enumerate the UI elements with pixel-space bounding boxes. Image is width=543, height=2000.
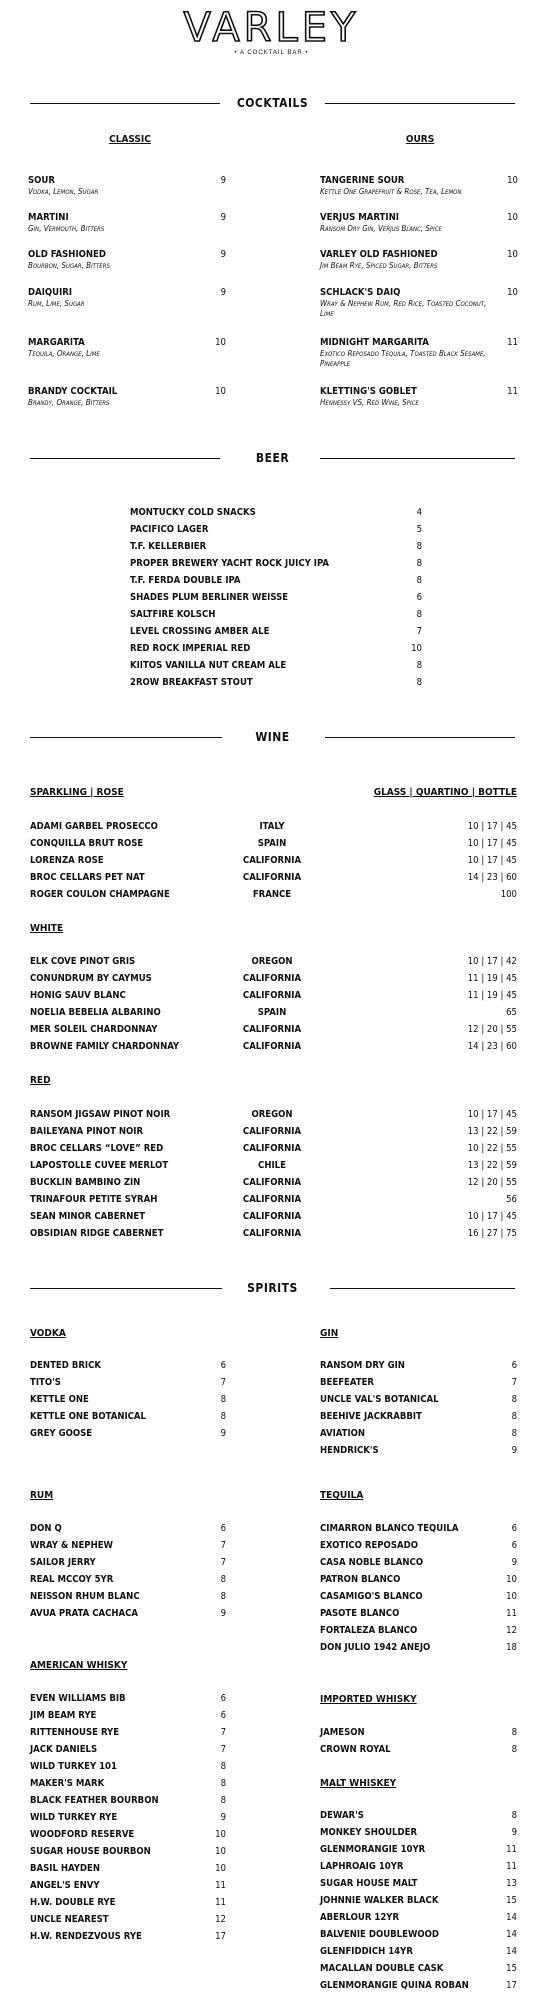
- cocktail-name: SOUR: [28, 175, 55, 186]
- cocktail-name: MIDNIGHT MARGARITA: [320, 337, 429, 348]
- cocktail-description: Jim Beam Rye, Spiced Sugar, Bitters: [320, 261, 438, 270]
- beer-title: BEER: [255, 451, 290, 465]
- spirit-price: 8: [511, 1810, 517, 1821]
- wine-name: HONIG SAUV BLANC: [30, 990, 126, 1001]
- wine-origin: CHILE: [258, 1160, 286, 1171]
- wine-price: 12 | 20 | 55: [467, 1177, 517, 1188]
- wine-price: 10 | 17 | 42: [467, 956, 517, 967]
- spirit-name: BEEHIVE JACKRABBIT: [320, 1411, 422, 1422]
- wine-origin: CALIFORNIA: [242, 1194, 302, 1205]
- spirit-name: TITO'S: [30, 1377, 61, 1388]
- logo-tagline: • A COCKTAIL BAR •: [234, 50, 309, 56]
- tequila-subheading: TEQUILA: [320, 1490, 364, 1501]
- spirit-price: 8: [511, 1727, 517, 1738]
- wine-price: 14 | 23 | 60: [467, 872, 517, 883]
- beer-name: KIITOS VANILLA NUT CREAM ALE: [130, 660, 287, 671]
- beer-price: 6: [416, 592, 422, 603]
- wine-name: ROGER COULON CHAMPAGNE: [30, 889, 170, 900]
- wine-price: 11 | 19 | 45: [467, 990, 517, 1001]
- spirit-name: DEWAR'S: [320, 1810, 364, 1821]
- cocktail-price: 10: [507, 175, 518, 186]
- spirit-name: SUGAR HOUSE BOURBON: [30, 1846, 151, 1857]
- gin-subheading: GIN: [320, 1328, 339, 1339]
- wine-name: BROC CELLARS “LOVE” RED: [30, 1143, 164, 1154]
- spirit-name: MACALLAN DOUBLE CASK: [320, 1963, 444, 1974]
- spirit-name: EXOTICO REPOSADO: [320, 1540, 418, 1551]
- cocktail-price: 11: [507, 337, 518, 348]
- cocktail-description: Gin, Vermouth, Bitters: [28, 224, 105, 233]
- spirit-name: JAMESON: [320, 1727, 365, 1738]
- cocktail-price: 10: [507, 287, 518, 298]
- cocktails-title: COCKTAILS: [236, 96, 309, 110]
- spirit-price: 9: [511, 1445, 517, 1456]
- spirit-price: 10: [215, 1863, 226, 1874]
- beer-price: 8: [416, 677, 422, 688]
- wine-price: 10 | 17 | 45: [467, 1211, 517, 1222]
- spirit-price: 11: [506, 1861, 517, 1872]
- wine-origin: CALIFORNIA: [242, 1228, 302, 1239]
- cocktail-price: 10: [215, 386, 226, 397]
- spirit-price: 6: [511, 1540, 517, 1551]
- cocktail-name: DAIQUIRI: [28, 287, 73, 298]
- beer-name: T.F. FERDA DOUBLE IPA: [130, 575, 241, 586]
- cocktail-price: 10: [507, 212, 518, 223]
- spirit-price: 15: [506, 1963, 517, 1974]
- spirit-name: CIMARRON BLANCO TEQUILA: [320, 1523, 459, 1534]
- spirit-name: UNCLE VAL'S BOTANICAL: [320, 1394, 439, 1405]
- spirit-name: RITTENHOUSE RYE: [30, 1727, 120, 1738]
- beer-price: 8: [416, 609, 422, 620]
- wine-origin: SPAIN: [257, 838, 287, 849]
- spirit-price: 9: [220, 1608, 226, 1619]
- spirit-price: 6: [220, 1360, 226, 1371]
- spirit-name: JOHNNIE WALKER BLACK: [320, 1895, 439, 1906]
- wine-name: BUCKLIN BAMBINO ZIN: [30, 1177, 141, 1188]
- spirit-price: 10: [506, 1591, 517, 1602]
- cocktail-description: Kettle One Grapefruit & Rose, Tea, Lemon: [320, 187, 462, 196]
- wine-section-header: [30, 730, 515, 744]
- wine-price: 10 | 17 | 45: [467, 821, 517, 832]
- cocktails-section-header: [30, 96, 515, 110]
- spirit-name: REAL MCCOY 5YR: [30, 1574, 114, 1585]
- spirit-price: 8: [220, 1411, 226, 1422]
- spirit-price: 12: [506, 1625, 517, 1636]
- beer-price: 8: [416, 660, 422, 671]
- spirit-name: FORTALEZA BLANCO: [320, 1625, 418, 1636]
- spirit-price: 10: [506, 1574, 517, 1585]
- spirit-price: 15: [506, 1895, 517, 1906]
- cocktail-name: VERJUS MARTINI: [320, 212, 399, 223]
- wine-origin: OREGON: [251, 956, 293, 967]
- beer-name: PACIFICO LAGER: [130, 524, 209, 535]
- beer-section-header: [30, 451, 515, 465]
- spirit-price: 8: [511, 1744, 517, 1755]
- wine-price: 10 | 17 | 45: [467, 855, 517, 866]
- beer-name: SALTFIRE KOLSCH: [130, 609, 216, 620]
- spirit-price: 6: [220, 1710, 226, 1721]
- cocktail-price: 9: [220, 287, 226, 298]
- vodka-subheading: VODKA: [30, 1328, 66, 1339]
- spirit-price: 8: [511, 1428, 517, 1439]
- spirit-price: 8: [220, 1394, 226, 1405]
- spirit-price: 6: [220, 1693, 226, 1704]
- wine-name: OBSIDIAN RIDGE CABERNET: [30, 1228, 164, 1239]
- spirit-name: DON Q: [30, 1523, 62, 1534]
- beer-name: PROPER BREWERY YACHT ROCK JUICY IPA: [130, 558, 329, 569]
- wine-origin: OREGON: [251, 1109, 293, 1120]
- wine-name: TRINAFOUR PETITE SYRAH: [30, 1194, 158, 1205]
- spirit-name: WILD TURKEY 101: [30, 1761, 117, 1772]
- wine-name: LAPOSTOLLE CUVEE MERLOT: [30, 1160, 169, 1171]
- wine-origin: CALIFORNIA: [242, 1024, 302, 1035]
- beer-price: 8: [416, 575, 422, 586]
- beer-name: 2ROW BREAKFAST STOUT: [130, 677, 253, 688]
- wine-origin: CALIFORNIA: [242, 872, 302, 883]
- spirit-name: WILD TURKEY RYE: [30, 1812, 118, 1823]
- spirit-price: 8: [220, 1591, 226, 1602]
- wine-name: MER SOLEIL CHARDONNAY: [30, 1024, 158, 1035]
- wine-name: ADAMI GARBEL PROSECCO: [30, 821, 158, 832]
- cocktail-name: SCHLACK'S DAIQ: [320, 287, 401, 298]
- spirit-price: 14: [506, 1946, 517, 1957]
- spirit-name: BASIL HAYDEN: [30, 1863, 101, 1874]
- beer-name: MONTUCKY COLD SNACKS: [130, 507, 256, 518]
- cocktail-price: 9: [220, 249, 226, 260]
- classic-subheading: CLASSIC: [109, 134, 151, 145]
- wine-name: ELK COVE PINOT GRIS: [30, 956, 136, 967]
- beer-name: T.F. KELLERBIER: [130, 541, 207, 552]
- rum-subheading: RUM: [30, 1490, 54, 1501]
- wine-name: BROC CELLARS PET NAT: [30, 872, 145, 883]
- spirit-name: EVEN WILLIAMS BIB: [30, 1693, 126, 1704]
- beer-price: 10: [411, 643, 422, 654]
- beer-price: 5: [416, 524, 422, 535]
- spirit-name: JACK DANIELS: [30, 1744, 98, 1755]
- beer-name: RED ROCK IMPERIAL RED: [130, 643, 251, 654]
- spirit-price: 10: [215, 1846, 226, 1857]
- wine-price: 13 | 22 | 59: [467, 1126, 517, 1137]
- spirit-name: BALVENIE DOUBLEWOOD: [320, 1929, 440, 1940]
- spirit-name: ANGEL'S ENVY: [30, 1880, 100, 1891]
- spirit-price: 8: [220, 1778, 226, 1789]
- wine-origin: CALIFORNIA: [242, 973, 302, 984]
- ours-subheading: OURS: [405, 134, 435, 145]
- cocktail-price: 10: [507, 249, 518, 260]
- spirit-name: WOODFORD RESERVE: [30, 1829, 135, 1840]
- spirit-name: MAKER'S MARK: [30, 1778, 105, 1789]
- wine-origin: CALIFORNIA: [242, 1177, 302, 1188]
- spirit-name: CASAMIGO'S BLANCO: [320, 1591, 423, 1602]
- cocktail-name: VARLEY OLD FASHIONED: [320, 249, 438, 260]
- wine-price: 12 | 20 | 55: [467, 1024, 517, 1035]
- cocktail-price: 9: [220, 212, 226, 223]
- wine-origin: CALIFORNIA: [242, 1126, 302, 1137]
- spirit-price: 17: [506, 1980, 517, 1991]
- spirit-name: AVIATION: [320, 1428, 366, 1439]
- spirit-name: WRAY & NEPHEW: [30, 1540, 113, 1551]
- spirit-price: 7: [220, 1557, 226, 1568]
- spirit-price: 7: [220, 1744, 226, 1755]
- logo-wordmark: VARLEY: [183, 5, 360, 51]
- spirit-name: GLENMORANGIE 10YR: [320, 1844, 426, 1855]
- wine-name: BROWNE FAMILY CHARDONNAY: [30, 1041, 180, 1052]
- spirit-name: GREY GOOSE: [30, 1428, 93, 1439]
- spirit-price: 11: [506, 1608, 517, 1619]
- spirit-price: 11: [506, 1844, 517, 1855]
- spirit-price: 11: [215, 1897, 226, 1908]
- cocktail-name: KLETTING'S GOBLET: [320, 386, 417, 397]
- spirit-name: GLENFIDDICH 14YR: [320, 1946, 413, 1957]
- wine-price: 10 | 22 | 55: [467, 1143, 517, 1154]
- cocktail-description: Vodka, Lemon, Sugar: [28, 187, 99, 196]
- spirit-price: 6: [220, 1523, 226, 1534]
- wine-name: RANSOM JIGSAW PINOT NOIR: [30, 1109, 171, 1120]
- spirit-name: BEEFEATER: [320, 1377, 375, 1388]
- wine-origin: FRANCE: [252, 889, 292, 900]
- cocktail-description: Tequila, Orange, Lime: [28, 349, 100, 358]
- cocktail-name: TANGERINE SOUR: [320, 175, 405, 186]
- american-whisky-subheading: AMERICAN WHISKY: [30, 1660, 128, 1671]
- spirit-name: PATRON BLANCO: [320, 1574, 401, 1585]
- cocktail-price: 11: [507, 386, 518, 397]
- spirit-name: CASA NOBLE BLANCO: [320, 1557, 424, 1568]
- spirit-name: H.W. DOUBLE RYE: [30, 1897, 116, 1908]
- spirit-price: 8: [220, 1795, 226, 1806]
- spirit-name: GLENMORANGIE QUINA ROBAN: [320, 1980, 469, 1991]
- spirit-price: 8: [220, 1574, 226, 1585]
- wine-price: 16 | 27 | 75: [467, 1228, 517, 1239]
- wine-price: 14 | 23 | 60: [467, 1041, 517, 1052]
- wine-origin: ITALY: [259, 821, 285, 832]
- spirit-name: LAPHROAIG 10YR: [320, 1861, 404, 1872]
- beer-name: LEVEL CROSSING AMBER ALE: [130, 626, 270, 637]
- spirit-name: ABERLOUR 12YR: [320, 1912, 400, 1923]
- spirit-name: SAILOR JERRY: [30, 1557, 96, 1568]
- wine-origin: CALIFORNIA: [242, 1211, 302, 1222]
- beer-price: 4: [416, 507, 422, 518]
- spirit-name: BLACK FEATHER BOURBON: [30, 1795, 159, 1806]
- cocktail-name: MARTINI: [28, 212, 69, 223]
- spirit-price: 9: [511, 1827, 517, 1838]
- wine-price: 11 | 19 | 45: [467, 973, 517, 984]
- spirit-price: 9: [220, 1428, 226, 1439]
- wine-origin: CALIFORNIA: [242, 855, 302, 866]
- spirit-price: 7: [220, 1377, 226, 1388]
- wine-name: BAILEYANA PINOT NOIR: [30, 1126, 144, 1137]
- spirit-name: RANSOM DRY GIN: [320, 1360, 405, 1371]
- spirit-price: 17: [215, 1931, 226, 1942]
- spirit-name: NEISSON RHUM BLANC: [30, 1591, 140, 1602]
- spirit-price: 14: [506, 1929, 517, 1940]
- spirit-name: HENDRICK'S: [320, 1445, 379, 1456]
- wine-origin: CALIFORNIA: [242, 990, 302, 1001]
- wine-name: CONUNDRUM BY CAYMUS: [30, 973, 152, 984]
- spirit-name: KETTLE ONE BOTANICAL: [30, 1411, 146, 1422]
- spirit-price: 10: [215, 1829, 226, 1840]
- wine-price: 13 | 22 | 59: [467, 1160, 517, 1171]
- cocktail-description: Bourbon, Sugar, Bitters: [28, 261, 110, 270]
- spirits-section-header: [30, 1281, 515, 1295]
- spirit-price: 8: [511, 1411, 517, 1422]
- wine-name: LORENZA ROSE: [30, 855, 104, 866]
- spirit-price: 9: [511, 1557, 517, 1568]
- beer-name: SHADES PLUM BERLINER WEISSE: [130, 592, 289, 603]
- spirit-price: 18: [506, 1642, 517, 1653]
- wine-price: 10 | 17 | 45: [467, 1109, 517, 1120]
- spirit-price: 6: [511, 1360, 517, 1371]
- spirit-price: 8: [511, 1394, 517, 1405]
- wine-origin: CALIFORNIA: [242, 1143, 302, 1154]
- beer-price: 8: [416, 541, 422, 552]
- spirit-name: CROWN ROYAL: [320, 1744, 391, 1755]
- spirit-price: 7: [220, 1540, 226, 1551]
- spirit-price: 12: [215, 1914, 226, 1925]
- cocktail-price: 10: [215, 337, 226, 348]
- spirit-price: 14: [506, 1912, 517, 1923]
- spirit-price: 13: [506, 1878, 517, 1889]
- cocktail-description: Ransom Dry Gin, Verjus Blanc, Spice: [320, 224, 442, 233]
- spirit-name: UNCLE NEAREST: [30, 1914, 109, 1925]
- spirit-price: 6: [511, 1523, 517, 1534]
- wine-title: WINE: [255, 730, 290, 744]
- spirit-name: DON JULIO 1942 ANEJO: [320, 1642, 431, 1653]
- wine-price: 10 | 17 | 45: [467, 838, 517, 849]
- cocktail-price: 9: [220, 175, 226, 186]
- spirit-price: 11: [215, 1880, 226, 1891]
- spirit-price: 8: [220, 1761, 226, 1772]
- beer-price: 8: [416, 558, 422, 569]
- spirit-name: KETTLE ONE: [30, 1394, 89, 1405]
- cocktail-name: OLD FASHIONED: [28, 249, 106, 260]
- spirit-price: 9: [220, 1812, 226, 1823]
- spirit-name: MONKEY SHOULDER: [320, 1827, 418, 1838]
- spirit-name: DENTED BRICK: [30, 1360, 101, 1371]
- red-wine-subheading: RED: [30, 1075, 51, 1086]
- wine-name: CONQUILLA BRUT ROSE: [30, 838, 144, 849]
- wine-name: SEAN MINOR CABERNET: [30, 1211, 146, 1222]
- wine-price: 56: [506, 1194, 517, 1205]
- spirit-name: PASOTE BLANCO: [320, 1608, 400, 1619]
- beer-price: 7: [416, 626, 422, 637]
- spirit-name: AVUA PRATA CACHACA: [30, 1608, 139, 1619]
- wine-name: NOELIA BEBELIA ALBARINO: [30, 1007, 161, 1018]
- cocktail-description: Exotico Reposado Tequila, Toasted Black Sesame, Pineapple: [320, 349, 486, 368]
- malt-whiskey-subheading: MALT WHISKEY: [320, 1778, 397, 1789]
- wine-origin: CALIFORNIA: [242, 1041, 302, 1052]
- logo: [0, 5, 543, 56]
- cocktail-description: Rum, Lime, Sugar: [28, 299, 85, 308]
- wine-origin: SPAIN: [257, 1007, 287, 1018]
- wine-price: 100: [500, 889, 517, 900]
- spirit-price: 7: [220, 1727, 226, 1738]
- cocktail-description: Wray & Nephew Rum, Red Rice, Toasted Coconut, Lime: [320, 299, 487, 318]
- cocktail-description: Brandy, Orange, Bitters: [28, 398, 110, 407]
- spirits-title: SPIRITS: [247, 1281, 298, 1295]
- cocktail-name: MARGARITA: [28, 337, 85, 348]
- spirit-price: 7: [511, 1377, 517, 1388]
- white-wine-subheading: WHITE: [30, 923, 64, 934]
- glass-quartino-bottle-label: GLASS | QUARTINO | BOTTLE: [373, 787, 517, 798]
- spirit-name: JIM BEAM RYE: [30, 1710, 97, 1721]
- wine-price: 65: [506, 1007, 517, 1018]
- sparkling-rose-subheading: SPARKLING | ROSE: [30, 787, 124, 798]
- spirit-name: H.W. RENDEZVOUS RYE: [30, 1931, 142, 1942]
- cocktail-name: BRANDY COCKTAIL: [28, 386, 118, 397]
- cocktail-description: Hennessy VS, Red Wine, Spice: [320, 398, 419, 407]
- spirit-name: SUGAR HOUSE MALT: [320, 1878, 418, 1889]
- imported-whisky-subheading: IMPORTED WHISKY: [320, 1694, 417, 1705]
